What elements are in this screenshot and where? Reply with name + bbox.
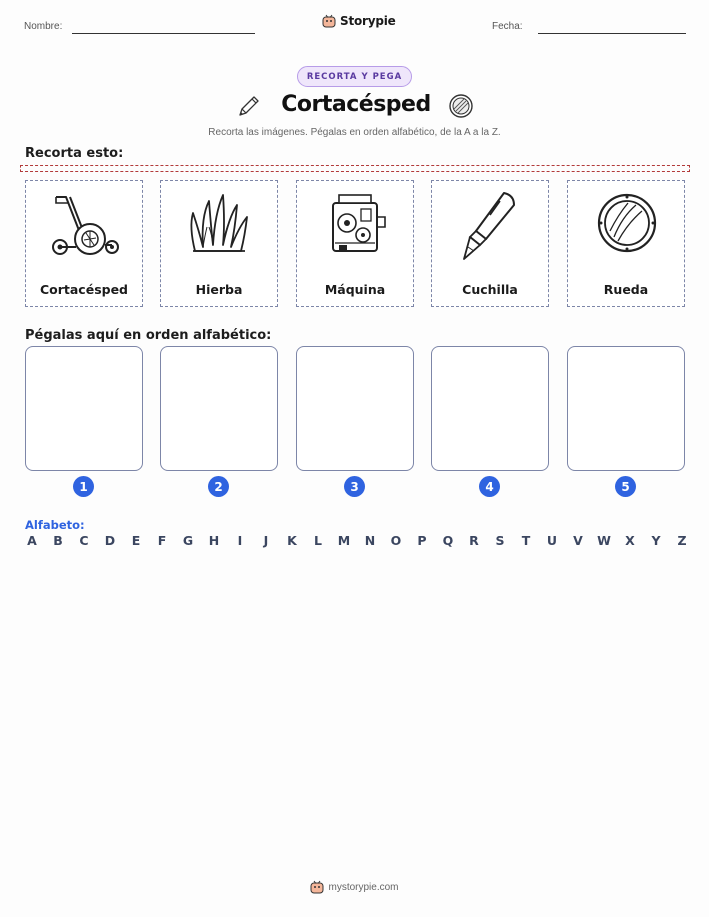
alphabet-letter: G bbox=[182, 533, 194, 548]
grass-icon bbox=[185, 187, 255, 267]
order-number: 4 bbox=[479, 476, 500, 497]
alphabet-letter: A bbox=[27, 533, 37, 548]
cut-card-grass[interactable] bbox=[160, 180, 278, 307]
alphabet-letter: J bbox=[263, 533, 269, 548]
instructions: Recorta las imágenes. Pégalas en orden alfabético, de la A a la Z. bbox=[208, 127, 501, 138]
brand-logo bbox=[322, 14, 396, 28]
alphabet-letter: Z bbox=[677, 533, 687, 548]
alphabet-row bbox=[25, 533, 689, 548]
wheel-icon bbox=[592, 187, 662, 267]
alphabet-letter: R bbox=[469, 533, 479, 548]
card-label: Hierba bbox=[195, 282, 243, 297]
cut-card-wheel[interactable] bbox=[567, 180, 685, 307]
paste-box-2[interactable] bbox=[160, 346, 278, 471]
footer-url[interactable]: mystorypie.com bbox=[328, 881, 399, 893]
storypie-logo-icon bbox=[322, 14, 336, 28]
alphabet-letter: T bbox=[521, 533, 531, 548]
alphabet-letter: H bbox=[208, 533, 220, 548]
alphabet-letter: O bbox=[390, 533, 402, 548]
alphabet-letter: L bbox=[314, 533, 322, 548]
cut-card-lawn-mower[interactable] bbox=[25, 180, 143, 307]
alphabet-letter: Q bbox=[442, 533, 454, 548]
paste-box-4[interactable] bbox=[431, 346, 549, 471]
alphabet-letter: F bbox=[157, 533, 167, 548]
machine-icon bbox=[321, 187, 391, 267]
alphabet-letter: P bbox=[417, 533, 427, 548]
alphabet-letter: M bbox=[337, 533, 351, 548]
alphabet-letter: U bbox=[546, 533, 558, 548]
order-number: 1 bbox=[73, 476, 94, 497]
order-number: 2 bbox=[208, 476, 229, 497]
alphabet-letter: E bbox=[131, 533, 141, 548]
date-line[interactable] bbox=[538, 33, 686, 34]
alphabet-letter: B bbox=[53, 533, 63, 548]
order-number: 5 bbox=[615, 476, 636, 497]
paste-box-3[interactable] bbox=[296, 346, 414, 471]
page-title: Cortacésped bbox=[281, 92, 431, 117]
alphabet-letter: C bbox=[79, 533, 89, 548]
date-label: Fecha: bbox=[492, 21, 523, 32]
paste-box-5[interactable] bbox=[567, 346, 685, 471]
paste-box-1[interactable] bbox=[25, 346, 143, 471]
cut-heading: Recorta esto: bbox=[25, 146, 124, 161]
alphabet-letter: S bbox=[495, 533, 505, 548]
card-label: Cortacésped bbox=[39, 282, 129, 297]
card-label: Rueda bbox=[603, 282, 649, 297]
alphabet-letter: K bbox=[287, 533, 297, 548]
alphabet-letter: I bbox=[237, 533, 243, 548]
cut-line bbox=[20, 165, 690, 172]
footer bbox=[0, 880, 709, 894]
alphabet-letter: V bbox=[573, 533, 583, 548]
lawn-mower-icon bbox=[50, 187, 120, 267]
wheel-icon bbox=[448, 93, 474, 119]
cut-card-machine[interactable] bbox=[296, 180, 414, 307]
name-label: Nombre: bbox=[24, 21, 63, 32]
alphabet-letter: X bbox=[625, 533, 635, 548]
card-label: Cuchilla bbox=[462, 282, 518, 297]
card-label: Máquina bbox=[324, 282, 386, 297]
name-line[interactable] bbox=[72, 33, 255, 34]
blade-icon bbox=[456, 187, 526, 267]
activity-badge: RECORTA Y PEGA bbox=[297, 66, 412, 87]
pencil-icon bbox=[236, 93, 262, 119]
alphabet-heading: Alfabeto: bbox=[25, 518, 85, 532]
order-number: 3 bbox=[344, 476, 365, 497]
alphabet-letter: Y bbox=[651, 533, 661, 548]
alphabet-letter: W bbox=[597, 533, 611, 548]
brand-name: Storypie bbox=[340, 14, 396, 28]
alphabet-letter: D bbox=[104, 533, 116, 548]
alphabet-letter: N bbox=[364, 533, 376, 548]
cut-card-blade[interactable] bbox=[431, 180, 549, 307]
paste-heading: Pégalas aquí en orden alfabético: bbox=[25, 328, 272, 343]
storypie-logo-icon bbox=[310, 880, 324, 894]
